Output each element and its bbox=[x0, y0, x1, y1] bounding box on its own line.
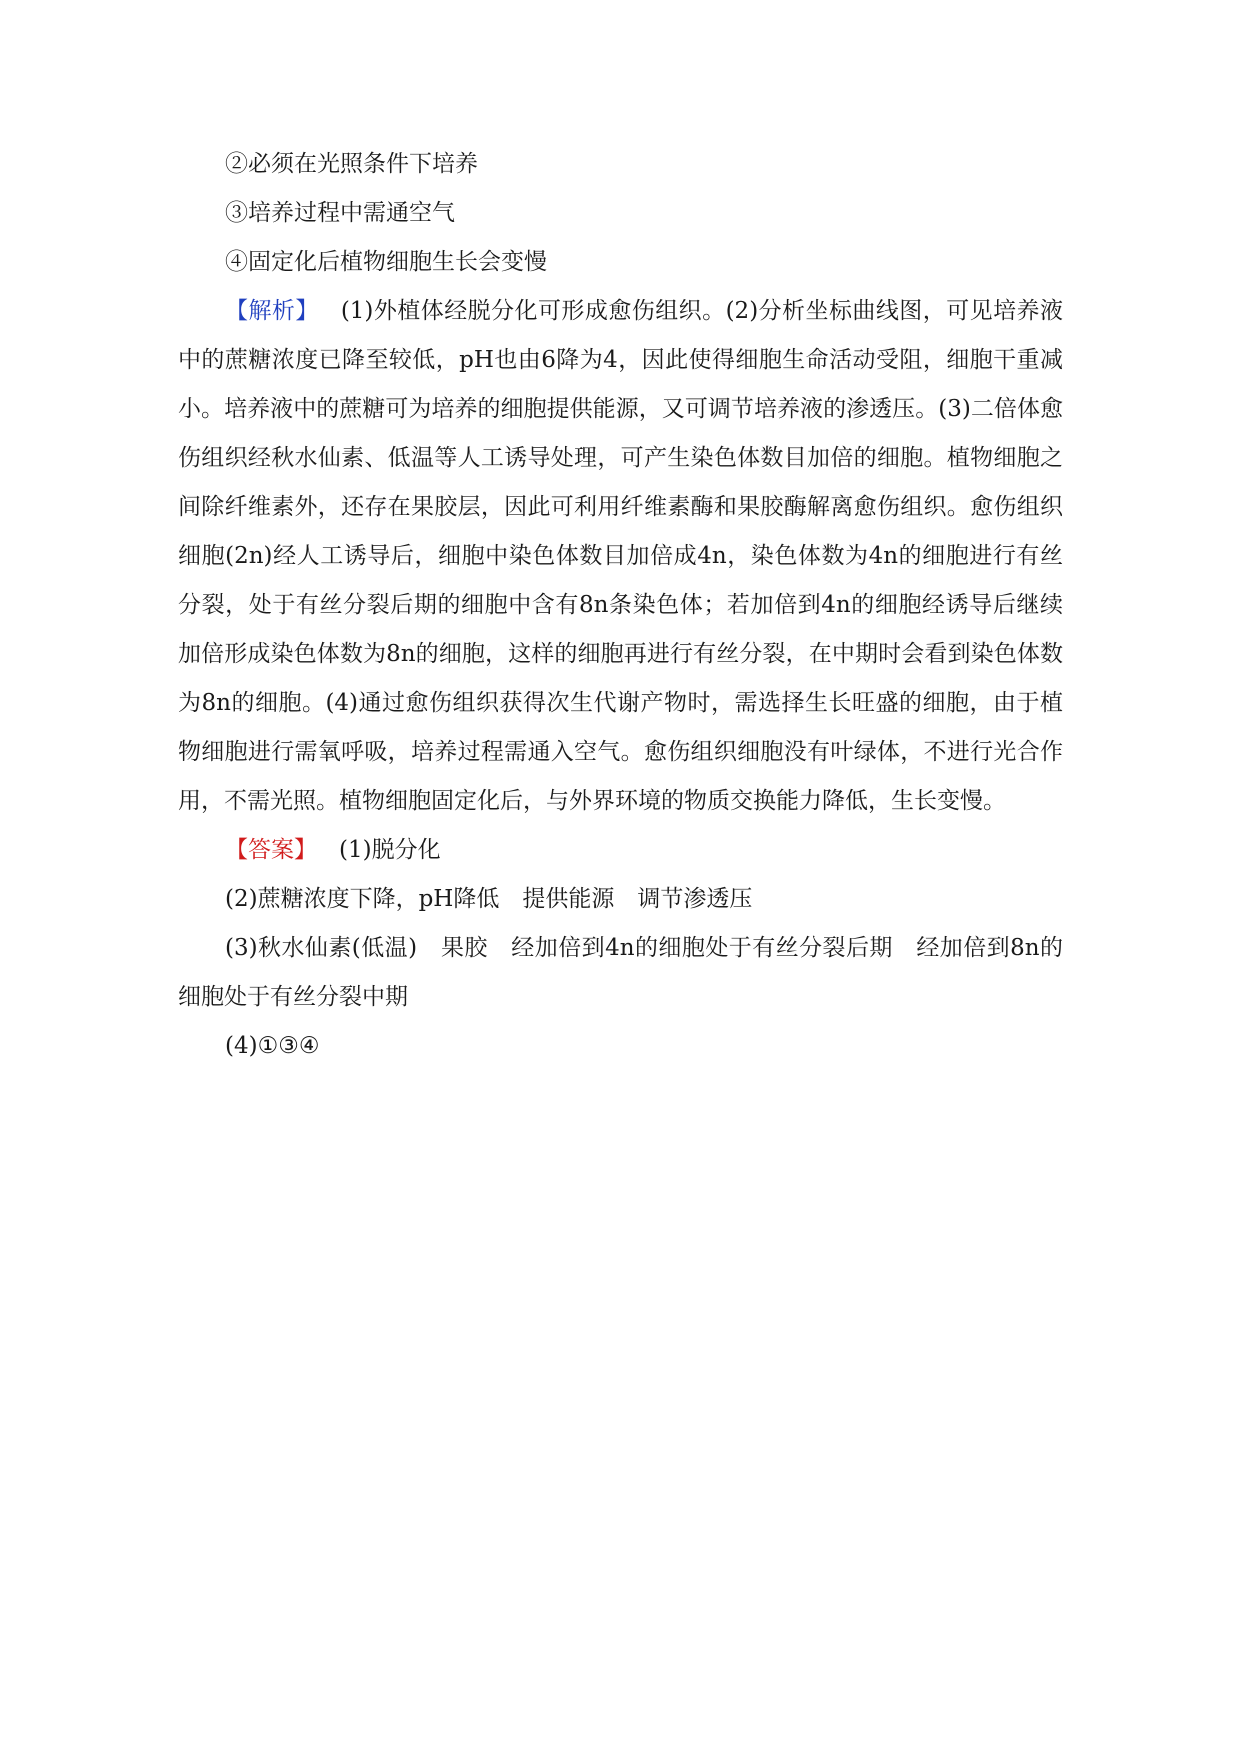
document-page bbox=[178, 140, 1063, 1071]
analysis-paragraph bbox=[178, 287, 1063, 826]
answer-tag: 【答案】 bbox=[225, 837, 317, 863]
answer-line-1 bbox=[178, 826, 1063, 875]
analysis-tag: 【解析】 bbox=[225, 298, 319, 324]
option-4: ④固定化后植物细胞生长会变慢 bbox=[225, 249, 547, 275]
answer-2: (2)蔗糖浓度下降，pH降低 提供能源 调节渗透压 bbox=[225, 886, 753, 912]
option-2: ②必须在光照条件下培养 bbox=[225, 151, 478, 177]
answer-4: (4)①③④ bbox=[225, 1033, 320, 1059]
answer-1: (1)脱分化 bbox=[339, 837, 441, 863]
analysis-text: (1)外植体经脱分化可形成愈伤组织。(2)分析坐标曲线图，可见培养液中的蔗糖浓度已降至较低，pH也由6降为4，因此使得细胞生命活动受阻，细胞干重减小。培养液中的蔗糖可为培养的细胞提供能源，又可调节培养液的渗透压。(3)二倍体愈伤组织经秋水仙素、低温等人工诱导处理，可产生染色体数目加倍的细胞。植物细胞之间除纤维素外，还存在果胶层，因此可利用纤维素酶和果胶酶解离愈伤组织。愈伤组织细胞(2n)经人工诱导后，细胞中染色体数目加倍成4n，染色体数为4n的细胞进行有丝分裂，处于有丝分裂后期的细胞中含有8n条染色体；若加倍到4n的细胞经诱导后继续加倍形成染色体数为8n的细胞，这样的细胞再进行有丝分裂，在中期时会看到染色体数为8n的细胞。(4)通过愈伤组织获得次生代谢产物时，需选择生长旺盛的细胞，由于植物细胞进行需氧呼吸，培养过程需通入空气。愈伤组织细胞没有叶绿体，不进行光合作用，不需光照。植物细胞固定化后，与外界环境的物质交换能力降低，生长变慢。 bbox=[178, 298, 1064, 814]
option-3: ③培养过程中需通空气 bbox=[225, 200, 455, 226]
answer-3: (3)秋水仙素(低温) 果胶 经加倍到4n的细胞处于有丝分裂后期 经加倍到8n的细胞处于有丝分裂中期 bbox=[178, 935, 1063, 1010]
